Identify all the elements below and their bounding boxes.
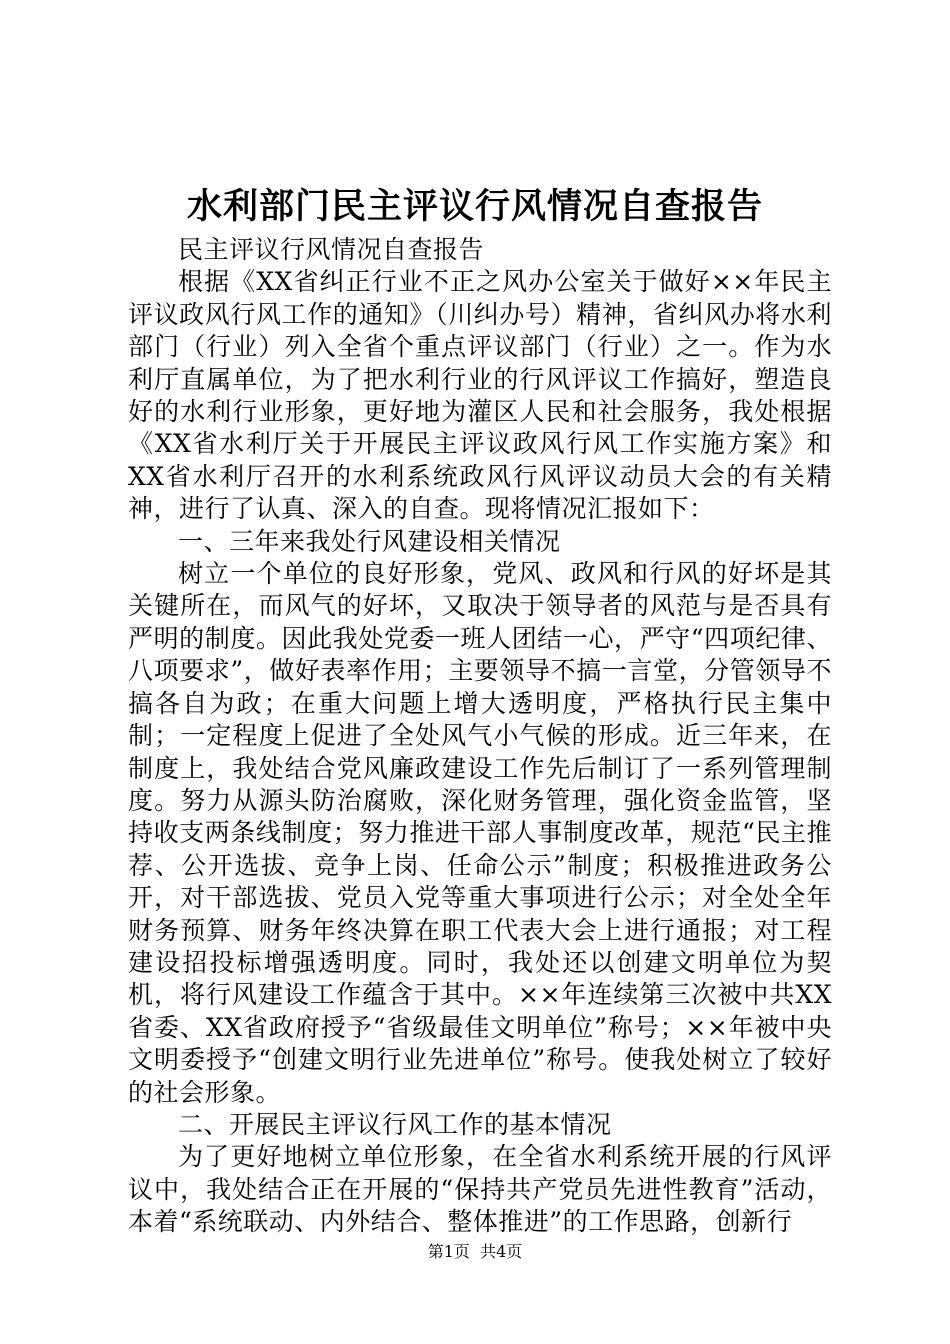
page-number: 第1页: [427, 1242, 470, 1261]
section-heading-2: 二、开展民主评议行风工作的基本情况: [178, 1109, 612, 1139]
document-body: [128, 234, 832, 1239]
body-paragraph: 为了更好地树立单位形象，在全省水利系统开展的行风评议中，我处结合正在开展的“保持共产党员先进性教育”活动，本着“系统联动、内外结合、整体推进”的工作思路，创新行: [128, 1142, 832, 1237]
body-paragraph: 树立一个单位的良好形象，党风、政风和行风的好坏是其关键所在，而风气的好坏，又取决于领导者的风范与是否具有严明的制度。因此我处党委一班人团结一心，严守“四项纪律、八项要求”，做好表率作用；主要领导不搞一言堂，分管领导不搞各自为政；在重大问题上增大透明度，严格执行民主集中制；一定程度上促进了全处风气小气候的形成。近三年来，在制度上，我处结合党风廉政建设工作先后制订了一系列管理制度。努力从源头防治腐败，深化财务管理，强化资金监管，坚持收支两条线制度；努力推进干部人事制度改革，规范“民主推荐、公开选拔、竞争上岗、任命公示”制度；积极推进政务公开，对干部选拔、党员入党等重大事项进行公示；对全处全年财务预算、财务年终决算在职工代表大会上进行通报；对工程建设招投标增强透明度。同时，我处还以创建文明单位为契机，将行风建设工作蕴含于其中。××年连续第三次被中共XX省委、XX省政府授予“省级最佳文明单位”称号；××年被中央文明委授予“创建文明行业先进单位”称号。使我处树立了较好的社会形象。: [128, 559, 832, 1107]
subtitle-paragraph: 民主评议行风情况自查报告: [178, 235, 485, 264]
page-total: 共4页: [475, 1242, 523, 1261]
page-footer: [0, 1241, 950, 1263]
intro-paragraph: 根据《XX省纠正行业不正之风办公室关于做好××年民主评议政风行风工作的通知》（川纠办号）精神，省纠风办将水利部门（行业）列入全省个重点评议部门（行业）之一。作为水利厅直属单位，为了把水利行业的行风评议工作搞好，塑造良好的水利行业形象，更好地为灌区人民和社会服务，我处根据《XX省水利厅关于开展民主评议政风行风工作实施方案》和XX省水利厅召开的水利系统政风行风评议动员大会的有关精神，进行了认真、深入的自查。现将情况汇报如下：: [128, 267, 832, 524]
section-heading-1: 一、三年来我处行风建设相关情况: [178, 526, 561, 556]
document-title: 水利部门民主评议行风情况自查报告: [186, 186, 763, 227]
